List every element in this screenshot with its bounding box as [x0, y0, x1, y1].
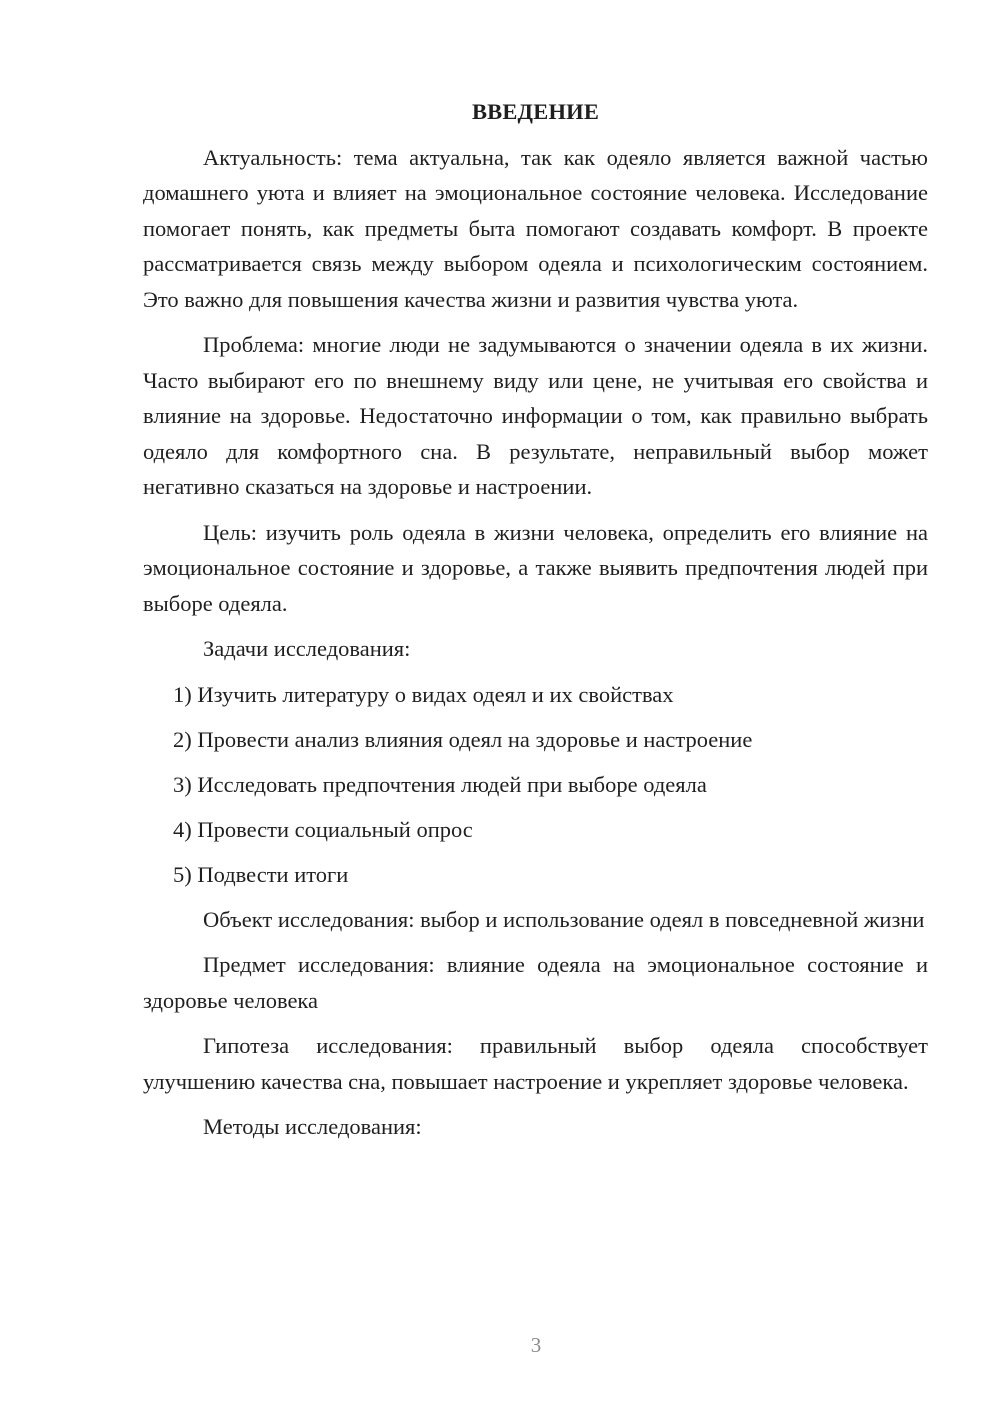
subject-paragraph: Предмет исследования: влияние одеяла на эмоциональное состояние и здоровье человека: [143, 952, 928, 1013]
task-item: 2) Провести анализ влияния одеял на здоровье и настроение: [173, 726, 753, 752]
object-paragraph: Объект исследования: выбор и использование одеял в повседневной жизни: [203, 906, 925, 932]
problem-paragraph: Проблема: многие люди не задумываются о значении одеяла в их жизни. Часто выбирают его по внешнему виду или цене, не учитывая его свойства и влияние на здоровье. Недостаточно информации о том, как правильно выбрать одеяло для комфортного сна. В результате, неправильный выбор может негативно сказаться на здоровье и настроении.: [143, 332, 928, 499]
relevance-paragraph: Актуальность: тема актуальна, так как одеяло является важной частью домашнего уюта и влияет на эмоциональное состояние человека. Исследование помогает понять, как предметы быта помогают создавать комфорт. В проекте рассматривается связь между выбором одеяла и психологическим состоянием. Это важно для повышения качества жизни и развития чувства уюта.: [143, 144, 928, 312]
methods-title: Методы исследования:: [203, 1114, 422, 1139]
task-item: 5) Подвести итоги: [173, 861, 349, 887]
task-item: 1) Изучить литературу о видах одеял и их свойствах: [173, 681, 674, 707]
hypothesis-paragraph: Гипотеза исследования: правильный выбор одеяла способствует улучшению качества сна, повышает настроение и укрепляет здоровье человека.: [143, 1033, 928, 1094]
task-item: 3) Исследовать предпочтения людей при выборе одеяла: [173, 771, 707, 797]
page-content: [143, 94, 928, 1155]
page-number: 3: [530, 1333, 542, 1357]
tasks-list: [143, 677, 928, 893]
goal-paragraph: Цель: изучить роль одеяла в жизни человека, определить его влияние на эмоциональное состояние и здоровье, а также выявить предпочтения людей при выборе одеяла.: [143, 519, 928, 616]
tasks-title: Задачи исследования:: [203, 636, 411, 661]
task-item: 4) Провести социальный опрос: [173, 816, 473, 842]
section-heading: ВВЕДЕНИЕ: [471, 99, 600, 124]
